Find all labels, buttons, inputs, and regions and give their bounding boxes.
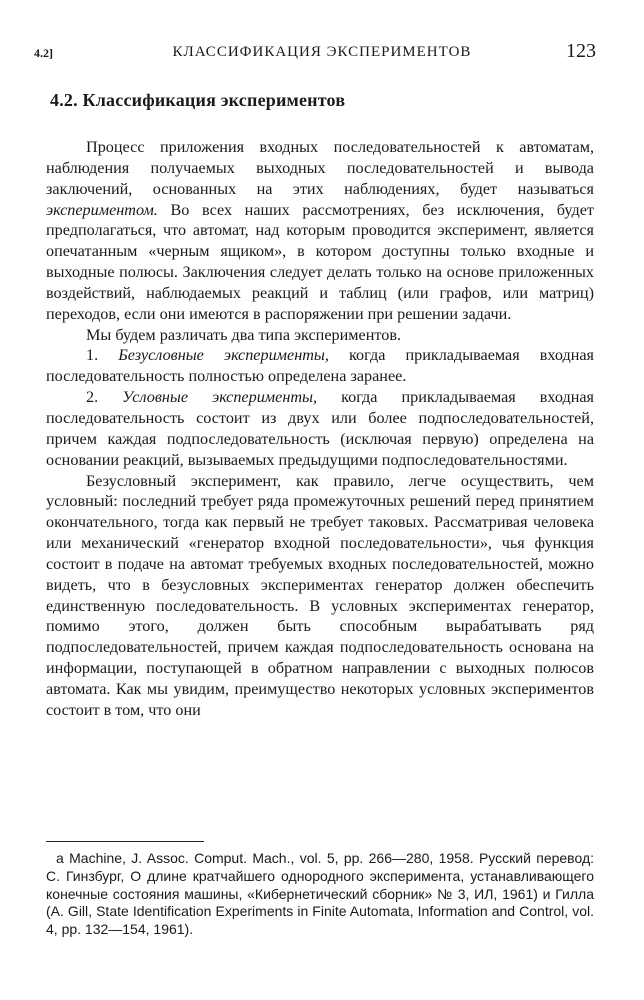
paragraph-3 [46,345,594,387]
paragraph-emphasis: экспериментом. [46,200,158,219]
footnote-rule [46,841,204,842]
footnote-text: а Machine, J. Assoc. Comput. Mach., vol. 5, pp. 266—280, 1958. Русский перевод: С. Гинзбург, О длине кратчайшего однородного эксперимента, устанавливающего конечные состояния машины, «Кибернетический сборник» № 3, ИЛ, 1961) и Гилла (A. Gill, State Identification Experiments in Finite Automata, Information and Control, vol. 4, pp. 132—154, 1961). [46,850,594,938]
paragraph-text: Во всех наших рассмотрениях, без исключения, будет предполагаться, что автомат, над которым проводится эксперимент, является опечатанным «черным ящиком», в котором доступны только входные и выходные полюсы. Заключения следует делать только на основе приложенных воздействий, наблюдаемых реакций и таблиц (или графов, или матриц) переходов, если они имеются в распоряжении при решении задачи. [46,200,594,323]
running-head-title: КЛАССИФИКАЦИЯ ЭКСПЕРИМЕНТОВ [172,44,472,60]
running-head [0,40,644,66]
paragraph-text: Мы будем различать два типа экспериментов. [86,325,402,344]
paragraph-text: когда прикладываемая входная последовательность состоит из двух или более подпоследовательностей, причем каждая подпоследовательность (исключая первую) определена на основании реакций, вызываемых предыдущими подпоследовательностями. [46,388,595,469]
paragraph-text: 1. [86,346,119,365]
paragraph-text: Процесс приложения входных последовательностей к автоматам, наблюдения получаемых выходных последовательностей и вывода заключений, основанных на этих наблюдениях, будет называться [46,138,594,198]
paragraph-5 [46,471,594,721]
paragraph-text: когда прикладываемая входная последовательность полностью определена заранее. [46,346,595,386]
section-heading: 4.2. Классификация экспериментов [50,90,346,110]
paragraph-text: 2. [86,388,123,407]
paragraph-emphasis: Условные эксперименты, [122,388,318,407]
paragraph-text: Безусловный эксперимент, как правило, легче осуществить, чем условный: последний требует ряда промежуточных решений перед принятием окончательного, тогда как первый не требует таковых. Рассматривая человека или механический «генератор входной последовательности», чья функция состоит в подаче на автомат требуемых входных последовательностей, можно видеть, что в безусловных экспериментах генератор должен обеспечить единственную последовательность. В условных экспериментах генератор, помимо этого, должен быть способным вырабатывать ряд подпоследовательностей, причем каждая подпоследовательность основана на информации, поступающей в обратном направлении с выходных полюсов автомата. Как мы увидим, преимущество некоторых условных экспериментов состоит в том, что они [46,471,594,719]
running-head-section: 4.2] [34,46,53,60]
paragraph-1 [46,137,594,325]
paragraph-4 [46,387,594,470]
body-text [46,137,594,721]
footnote [46,850,594,939]
paragraph-emphasis: Безусловные эксперименты, [118,346,329,365]
page-number: 123 [566,40,596,62]
paragraph-2 [46,325,594,346]
